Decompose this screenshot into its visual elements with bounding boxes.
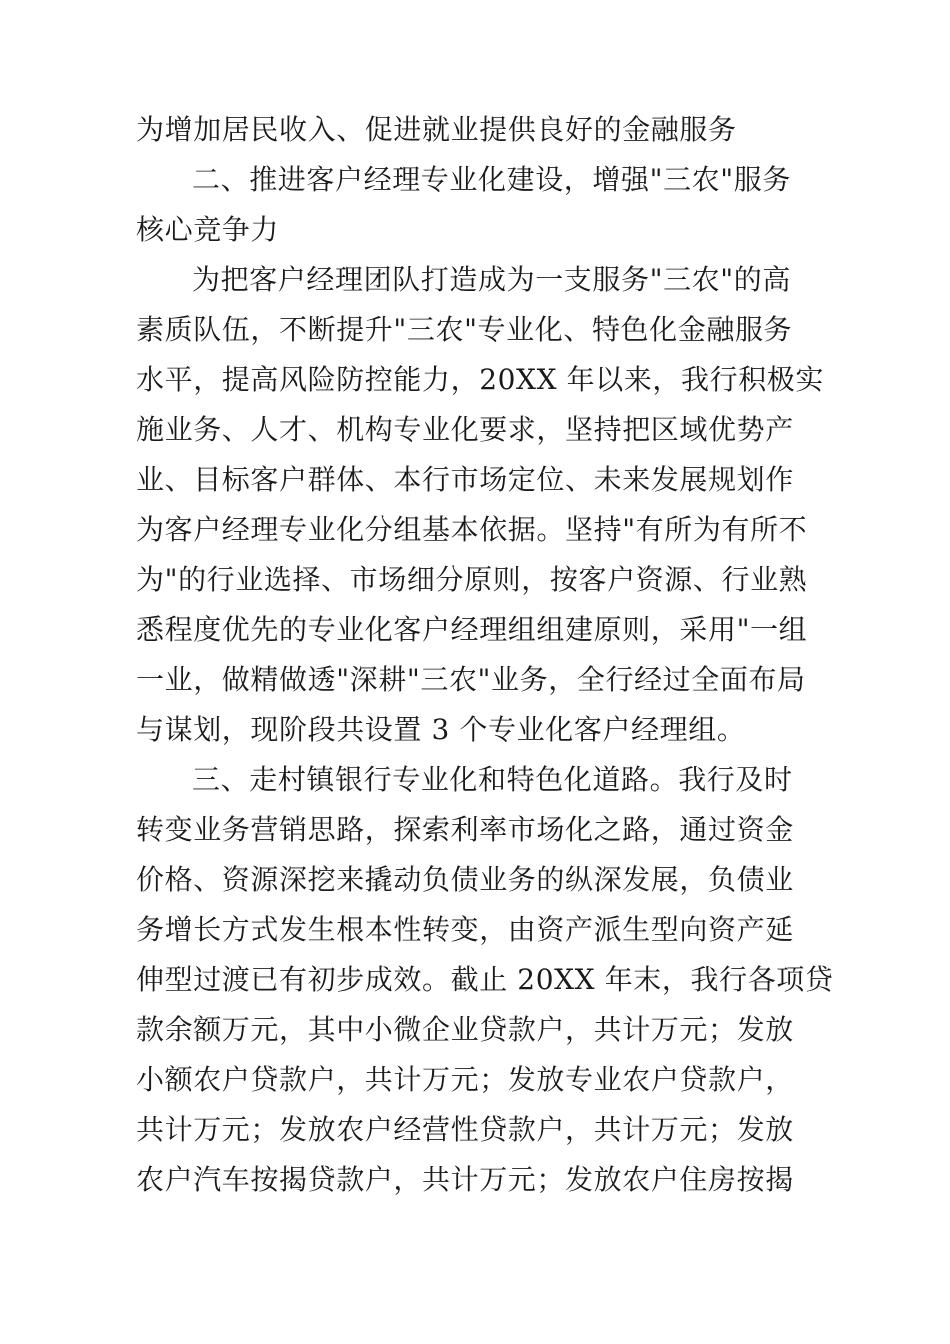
- paragraph-line: 水平，提高风险防控能力，20XX 年以来，我行积极实: [136, 363, 824, 396]
- paragraph-line: 价格、资源深挖来撬动负债业务的纵深发展，负债业: [136, 863, 794, 896]
- paragraph-line: 为客户经理专业化分组基本依据。坚持"有所为有所不: [136, 513, 808, 546]
- paragraph-line: 为"的行业选择、市场细分原则，按客户资源、行业熟: [136, 563, 808, 596]
- section-heading-2: 二、推进客户经理专业化建设，增强"三农"服务: [192, 163, 791, 196]
- paragraph-line: 伸型过渡已有初步成效。截止 20XX 年末，我行各项贷: [136, 963, 834, 996]
- paragraph-line: 款余额万元，其中小微企业贷款户，共计万元；发放: [136, 1013, 794, 1046]
- paragraph-line: 悉程度优先的专业化客户经理组组建原则，采用"一组: [136, 613, 808, 646]
- paragraph-line: 转变业务营销思路，探索利率市场化之路，通过资金: [136, 813, 794, 846]
- paragraph-line: 共计万元；发放农户经营性贷款户，共计万元；发放: [136, 1113, 794, 1146]
- section-heading-3: 三、走村镇银行专业化和特色化道路。我行及时: [192, 763, 793, 796]
- paragraph-line: 素质队伍，不断提升"三农"专业化、特色化金融服务: [136, 313, 793, 346]
- text-line-1: 为增加居民收入、促进就业提供良好的金融服务: [136, 113, 737, 146]
- paragraph-line: 施业务、人才、机构专业化要求，坚持把区域优势产: [136, 413, 794, 446]
- paragraph-line: 一业，做精做透"深耕"三农"业务，全行经过全面布局: [136, 663, 806, 696]
- paragraph-line: 与谋划，现阶段共设置 3 个专业化客户经理组。: [136, 713, 746, 746]
- paragraph-line: 业、目标客户群体、本行市场定位、未来发展规划作: [136, 463, 794, 496]
- paragraph-line: 务增长方式发生根本性转变，由资产派生型向资产延: [136, 913, 794, 946]
- paragraph-line: 小额农户贷款户，共计万元；发放专业农户贷款户，: [136, 1063, 794, 1096]
- paragraph-line: 为把客户经理团队打造成为一支服务"三农"的高: [192, 263, 791, 296]
- paragraph-line: 农户汽车按揭贷款户，共计万元；发放农户住房按揭: [136, 1163, 794, 1196]
- section-heading-2-cont: 核心竞争力: [136, 213, 280, 246]
